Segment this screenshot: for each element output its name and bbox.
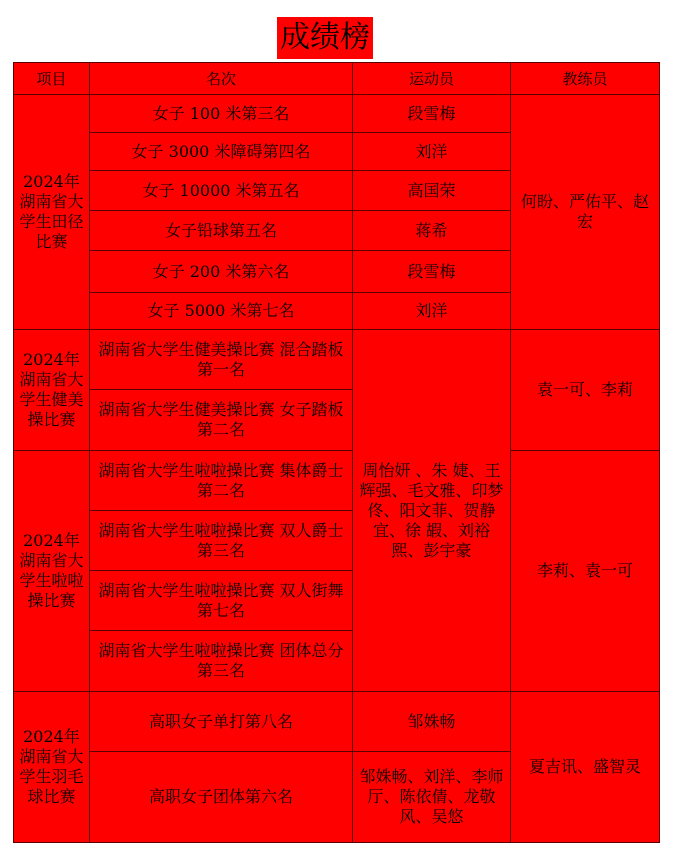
page-title: 成绩榜 — [277, 17, 373, 59]
rank-cell: 高职女子单打第八名 — [90, 692, 353, 752]
header-athlete: 运动员 — [353, 63, 511, 95]
rank-cell: 湖南省大学生啦啦操比赛 双人爵士第三名 — [90, 511, 353, 571]
event-cell-cheer: 2024年湖南省大学生啦啦操比赛 — [14, 451, 90, 692]
rank-cell: 湖南省大学生啦啦操比赛 集体爵士第二名 — [90, 451, 353, 511]
rank-cell: 湖南省大学生啦啦操比赛 团体总分第三名 — [90, 631, 353, 692]
coach-cell-aerobics: 袁一可、李莉 — [511, 330, 660, 451]
table-row — [14, 330, 660, 390]
table-row — [14, 95, 660, 133]
athlete-cell: 刘洋 — [353, 133, 511, 171]
rank-cell: 女子 5000 米第七名 — [90, 293, 353, 330]
coach-cell-cheer: 李莉、袁一可 — [511, 451, 660, 692]
rank-cell: 高职女子团体第六名 — [90, 752, 353, 843]
athlete-cell-shared: 周怡妍 、朱 婕、王辉强、毛文雅、印梦佟、阳文菲、贺静宜、徐 嘏、刘裕熙、彭宇豪 — [353, 330, 511, 692]
rank-cell: 女子 100 米第三名 — [90, 95, 353, 133]
rank-cell: 女子 200 米第六名 — [90, 251, 353, 293]
rank-cell: 女子铅球第五名 — [90, 211, 353, 251]
coach-cell-track: 何盼、严佑平、赵宏 — [511, 95, 660, 330]
rank-cell: 女子 10000 米第五名 — [90, 171, 353, 211]
athlete-cell: 段雪梅 — [353, 95, 511, 133]
athlete-cell: 邹姝畅、刘洋、李师厅、陈依倩、龙敬风、吴悠 — [353, 752, 511, 843]
event-cell-aerobics: 2024年湖南省大学生健美操比赛 — [14, 330, 90, 451]
athlete-cell: 段雪梅 — [353, 251, 511, 293]
event-cell-badminton: 2024年湖南省大学生羽毛球比赛 — [14, 692, 90, 843]
rank-cell: 湖南省大学生啦啦操比赛 双人街舞第七名 — [90, 571, 353, 631]
header-row — [14, 63, 660, 95]
rank-cell: 女子 3000 米障碍第四名 — [90, 133, 353, 171]
athlete-cell: 蒋希 — [353, 211, 511, 251]
athlete-cell: 邹姝畅 — [353, 692, 511, 752]
table-row — [14, 692, 660, 752]
event-cell-track: 2024年湖南省大学生田径比赛 — [14, 95, 90, 330]
rank-cell: 湖南省大学生健美操比赛 混合踏板第一名 — [90, 330, 353, 390]
rank-cell: 湖南省大学生健美操比赛 女子踏板第二名 — [90, 390, 353, 451]
athlete-cell: 刘洋 — [353, 293, 511, 330]
table-row — [14, 451, 660, 511]
athlete-cell: 高国荣 — [353, 171, 511, 211]
header-rank: 名次 — [90, 63, 353, 95]
header-event: 项目 — [14, 63, 90, 95]
results-table — [13, 62, 660, 843]
header-coach: 教练员 — [511, 63, 660, 95]
coach-cell-badminton: 夏吉讯、盛智灵 — [511, 692, 660, 843]
